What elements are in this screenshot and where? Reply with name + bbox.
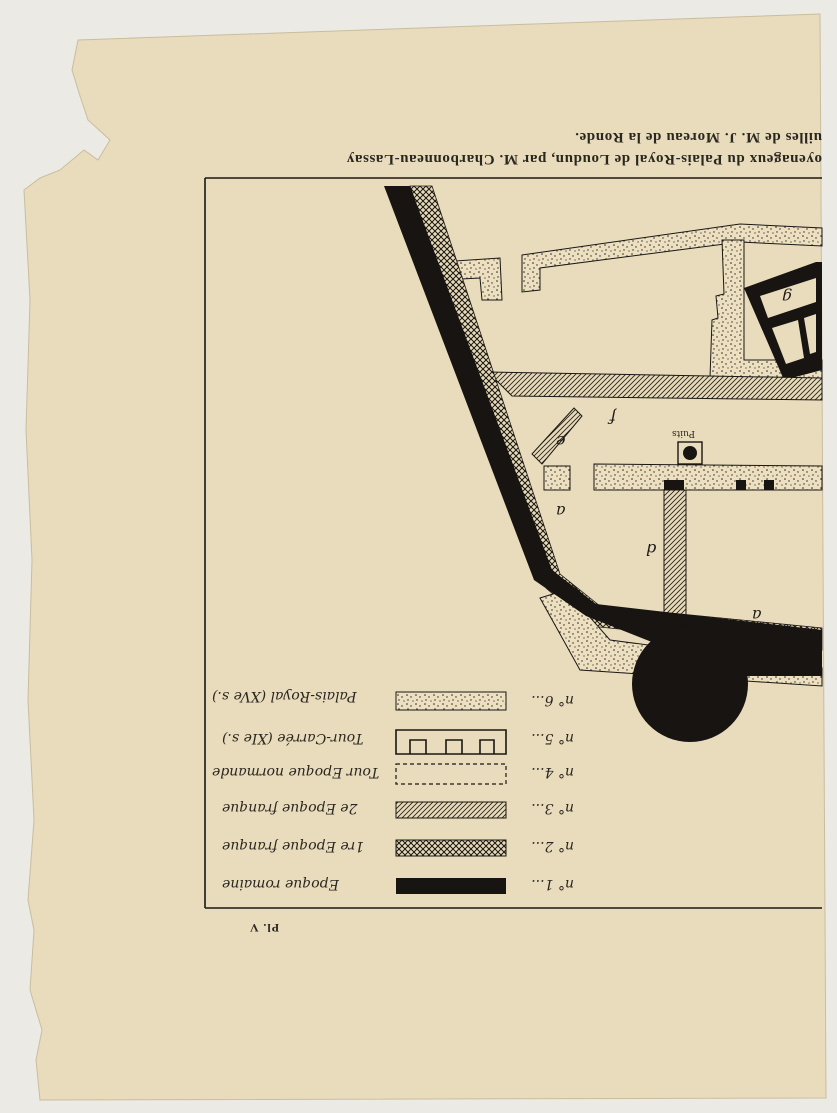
legend-text-5: Tour-Carrée (XIe s.) <box>222 730 364 746</box>
legend-text-1: Epoque romaine <box>222 876 339 892</box>
caption-line-2: uilles de M. J. Moreau de la Ronde. <box>574 129 822 145</box>
wall-notch-3 <box>764 480 774 490</box>
plate-label: Pl. V <box>248 921 280 935</box>
legend-swatch-2 <box>396 840 506 856</box>
map-label-puits: Puits <box>672 428 695 438</box>
legend-num-1: n° 1... <box>531 876 574 892</box>
legend-num-4: n° 4... <box>531 764 574 780</box>
legend-num-2: n° 2... <box>531 838 574 854</box>
legend-num-5: n° 5... <box>531 730 574 746</box>
map-label-a-south: a <box>752 606 762 625</box>
roman-tower <box>632 626 748 742</box>
map-label-a-west: a <box>556 502 566 521</box>
map-label-f: f <box>610 408 616 427</box>
wall-notch-1 <box>664 480 684 490</box>
legend-swatch-5 <box>396 730 506 754</box>
map-label-d: d <box>646 540 657 559</box>
roman-wall-east-cap <box>690 646 822 676</box>
legend-text-2: 1re Epoque franque <box>222 838 365 854</box>
map-label-g: g <box>782 288 793 307</box>
legend-text-6: Palais-Royal (XVe s.) <box>212 688 357 704</box>
map-label-e: e <box>556 432 566 451</box>
legend-swatch-3 <box>396 802 506 818</box>
caption-line-1: oyenageux du Palais-Royal de Loudun, par M. Charbonneau-Lassay <box>346 151 822 167</box>
legend-num-3: n° 3... <box>531 800 574 816</box>
palais-wall-small <box>544 466 570 490</box>
franque-2-wall-d <box>664 486 686 624</box>
wall-notch-2 <box>736 480 746 490</box>
palais-wall-middle <box>594 464 822 490</box>
legend-swatch-1 <box>396 878 506 894</box>
legend-num-6: n° 6... <box>531 692 574 708</box>
legend-text-3: 2e Epoque franque <box>222 800 358 816</box>
legend-text-4: Tour Epoque normande <box>212 764 380 780</box>
puits-well <box>678 442 702 464</box>
paper-page <box>24 14 826 1100</box>
legend-swatch-6 <box>396 692 506 710</box>
